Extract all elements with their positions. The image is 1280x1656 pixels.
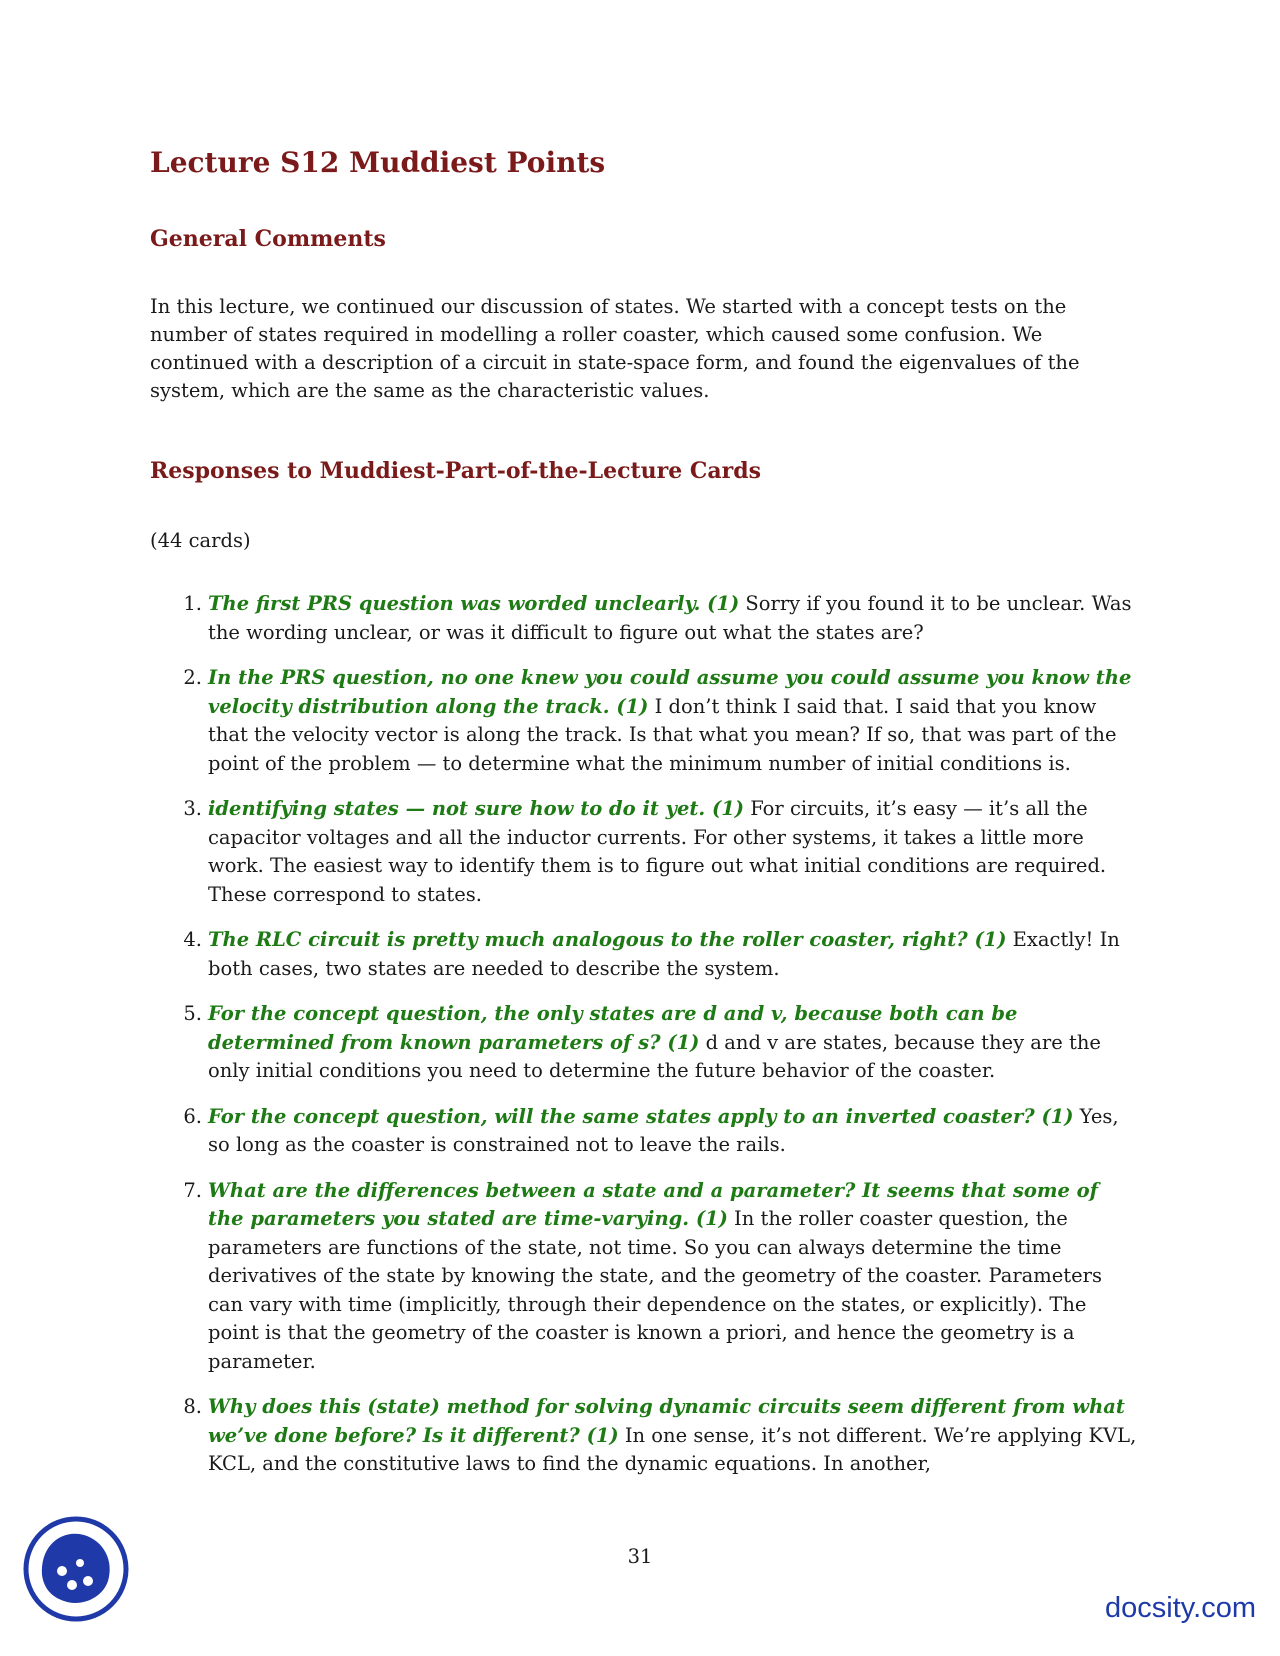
cards-list [150,590,1140,1496]
docsity-brand-link[interactable]: docsity.com [1105,1592,1256,1624]
question-text: The first PRS question was worded unclearly. (1) [208,592,740,615]
responses-heading: Responses to Muddiest-Part-of-the-Lecture Cards [150,458,762,484]
item-number: 1. [183,592,202,615]
answer-text: In one sense, it’s not different. We’re applying KVL, KCL, and the constitutive laws to find the dynamic equations. In another, [208,1423,1137,1475]
answer-text: d and v are states, because they are the only initial conditions you need to determine the future behavior of the coaster. [208,1030,1101,1082]
item-number: 8. [183,1395,202,1418]
answer-text: Sorry if you found it to be unclear. Was the wording unclear, or was it difficult to figure out what the states are? [208,592,1132,644]
general-comments-heading: General Comments [150,226,386,252]
question-text: identifying states — not sure how to do it yet. (1) [208,797,745,820]
answer-text: Exactly! In both cases, two states are needed to describe the system. [208,928,1120,980]
question-text: In the PRS question, no one knew you could assume you could assume you know the velocity distribution along the track. (1) [208,666,1132,718]
list-item [150,1393,1140,1479]
answer-text: In the roller coaster question, the parameters are functions of the state, not time. So you can always determine the time derivatives of the state by knowing the state, and the geometry of the coaster. Parameters can vary with time (implicitly, through their dependence on the states, or explicitly). The point is that the geometry of the coaster is known a priori, and hence the geometry is a parameter. [208,1207,1103,1373]
answer-text: For circuits, it’s easy — it’s all the capacitor voltages and all the inductor currents. For other systems, it takes a little more work. The easiest way to identify them is to figure out what initial conditions are required. These correspond to states. [208,797,1107,906]
item-number: 2. [183,666,202,689]
card-count: (44 cards) [150,529,251,552]
item-number: 6. [183,1104,202,1128]
list-item [150,926,1140,983]
item-number: 4. [183,928,202,951]
item-number: 3. [183,797,202,820]
page-title: Lecture S12 Muddiest Points [150,146,606,179]
general-comments-text: In this lecture, we continued our discussion of states. We started with a concept tests on the number of states required in modelling a roller coaster, which caused some confusion. We continued with a description of a circuit in state-space form, and found the eigenvalues of the system, which are the same as the characteristic values. [150,295,1080,402]
question-text: The RLC circuit is pretty much analogous to the roller coaster, right? (1) [208,928,1007,951]
list-item [150,1103,1140,1160]
list-item [150,795,1140,909]
question-text: For the concept question, will the same states apply to an inverted coaster? (1) [208,1104,1074,1128]
question-text: What are the differences between a state and a parameter? It seems that some of the parameters you stated are time-varying. (1) [208,1178,1099,1230]
list-item [150,590,1140,647]
docsity-logo-icon[interactable] [22,1515,130,1623]
item-number: 7. [183,1178,202,1202]
question-text: For the concept question, the only states are d and v, because both can be determined from known parameters of s? (1) [208,1002,1018,1054]
page-number: 31 [627,1545,653,1568]
list-item [150,1000,1140,1086]
list-item [150,1177,1140,1377]
list-item [150,664,1140,778]
answer-text: Yes, so long as the coaster is constrained not to leave the rails. [208,1104,1119,1156]
item-number: 5. [183,1002,202,1025]
question-text: Why does this (state) method for solving dynamic circuits seem different from what we’ve done before? Is it different? (1) [208,1395,1125,1447]
answer-text: I don’t think I said that. I said that you know that the velocity vector is along the track. Is that what you mean? If so, that was part of the point of the problem — to determine what the minimum number of initial conditions is. [208,694,1117,775]
